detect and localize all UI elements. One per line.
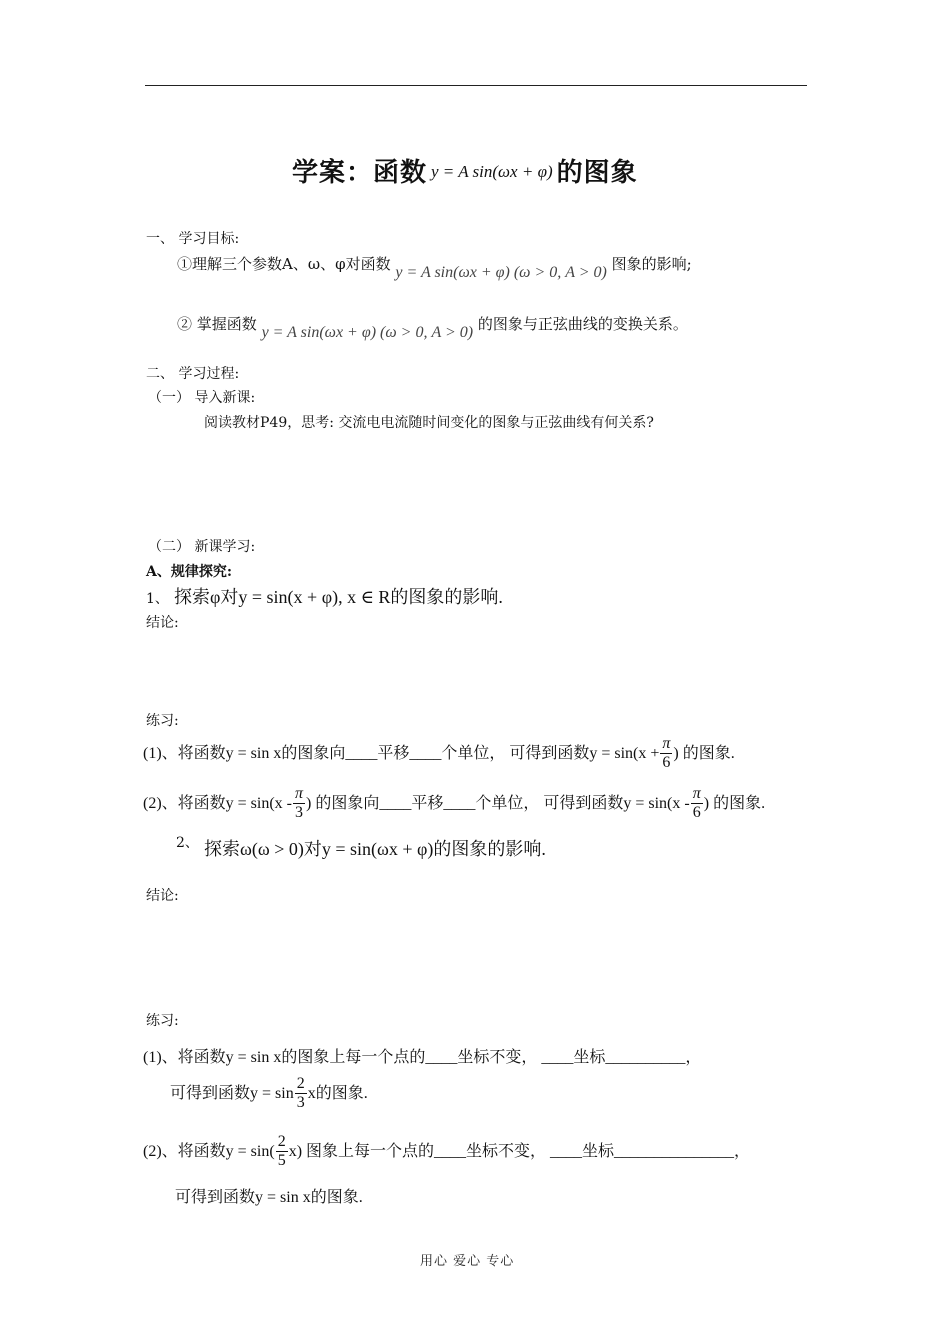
p1-1-text-b: ) 的图象. [673, 745, 735, 762]
practice2-heading: 练习: [146, 1013, 179, 1029]
fraction-pi-6: $\frac{\pi}{6}$ [662, 735, 671, 771]
goal1-prefix: ①理解三个参数A、ω、φ对函数 [177, 255, 391, 273]
header-rule [145, 85, 807, 86]
partA-heading: A、规律探究: [146, 564, 233, 580]
goal-2 [177, 313, 688, 341]
goal2-formula: y = A sin(ωx + φ) (ω > 0, A > 0) [261, 324, 474, 341]
conclusion-1: 结论: [146, 615, 179, 631]
part1-heading: （一） 导入新课: [148, 390, 256, 406]
practice2-item2 [143, 1133, 750, 1170]
section1-heading: 一、 学习目标: [146, 231, 240, 247]
explore-2 [176, 835, 546, 861]
part2-heading: （二） 新课学习: [148, 539, 256, 555]
explore-1 [146, 583, 503, 609]
fraction-2-3: $\frac{2}{3}$ [296, 1075, 305, 1111]
explore2-number: 2、 [176, 835, 199, 851]
explore1-text: 探索φ对y = sin(x + φ), x ∈ R的图象的影响. [174, 587, 503, 607]
fraction-pi-3: $\frac{\pi}{3}$ [295, 785, 304, 821]
p2-2-text-b: x) 图象上每一个点的____坐标不变， ____坐标_______________， [288, 1143, 751, 1160]
goal1-suffix: 图象的影响; [611, 255, 692, 273]
explore2-text: 探索ω(ω > 0)对y = sin(ωx + φ)的图象的影响. [204, 839, 546, 859]
practice2-item1-line1: (1)、将函数y = sin x的图象上每一个点的____坐标不变， ____坐标__________， [143, 1049, 702, 1066]
page-footer: 用心 爱心 专心 [420, 1254, 515, 1269]
fraction-pi-6-b: $\frac{\pi}{6}$ [692, 785, 701, 821]
goal2-suffix: 的图象与正弦曲线的变换关系。 [477, 315, 688, 333]
page-title [292, 152, 638, 189]
explore1-number: 1、 [146, 591, 169, 607]
conclusion-2: 结论: [146, 888, 179, 904]
practice2-item1-line2 [170, 1075, 368, 1112]
title-prefix: 学案：函数 [292, 158, 428, 188]
practice1-item1 [143, 735, 735, 772]
title-formula: y = A sin(ωx + φ) [431, 162, 553, 181]
practice1-item2 [143, 785, 765, 822]
goal1-formula: y = A sin(ωx + φ) (ω > 0, A > 0) [395, 264, 607, 281]
fraction-2-5: $\frac{2}{5}$ [277, 1133, 286, 1169]
p1-2-text-a: (2)、将函数y = sin(x - [143, 795, 293, 812]
part1-text: 阅读教材P49，思考: 交流电电流随时间变化的图象与正弦曲线有何关系? [204, 415, 654, 431]
title-suffix: 的图象 [556, 158, 638, 188]
goal2-prefix: ② 掌握函数 [177, 315, 257, 333]
p2-1-text-a: 可得到函数y = sin [170, 1085, 294, 1102]
practice2-item2-line2: 可得到函数y = sin x的图象. [175, 1189, 363, 1206]
p2-2-text-a: (2)、将函数y = sin( [143, 1143, 275, 1160]
goal-1 [177, 253, 692, 281]
p1-1-text-a: (1)、将函数y = sin x的图象向____平移____个单位， 可得到函数y = sin(x + [143, 745, 660, 762]
practice1-heading: 练习: [146, 713, 179, 729]
p1-2-text-b: ) 的图象向____平移____个单位， 可得到函数y = sin(x - [306, 795, 690, 812]
p2-1-text-b: x的图象. [307, 1085, 368, 1102]
section2-heading: 二、 学习过程: [146, 366, 240, 382]
p1-2-text-c: ) 的图象. [703, 795, 766, 812]
